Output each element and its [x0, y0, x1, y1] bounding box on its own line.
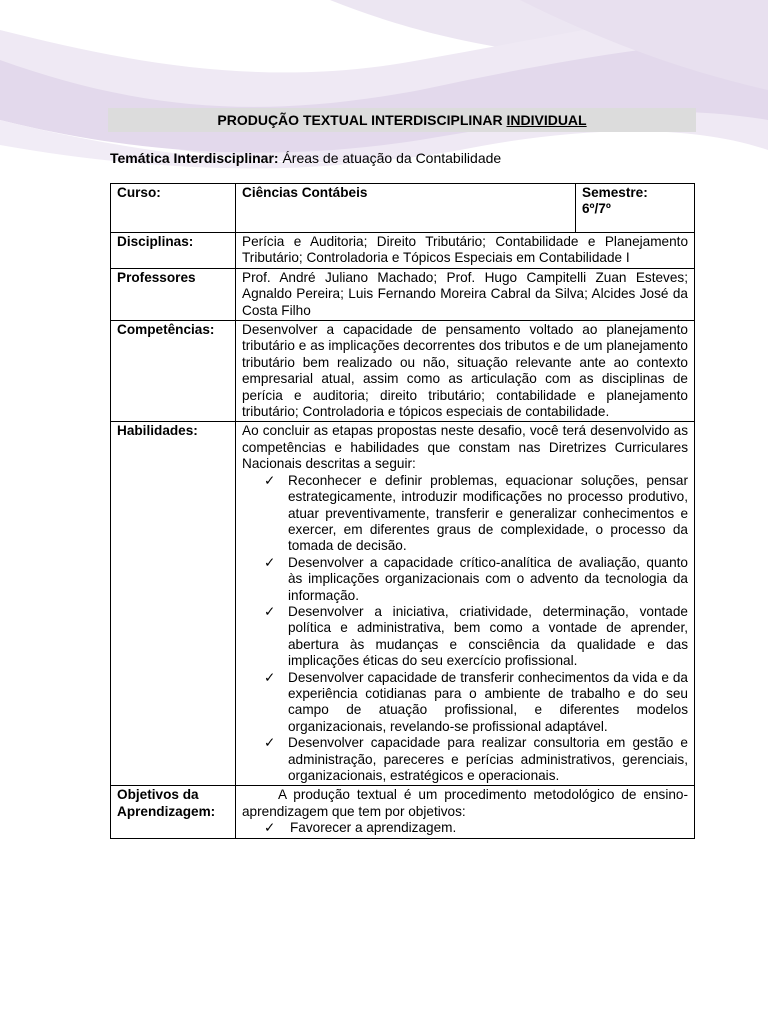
- habilidades-list: [242, 473, 688, 785]
- checkmark-icon: ✓: [264, 820, 276, 836]
- objetivos-row: [111, 786, 695, 838]
- habilidades-row: [111, 422, 695, 786]
- disciplinas-label: Disciplinas:: [111, 233, 236, 269]
- professores-label: Professores: [111, 268, 236, 320]
- competencias-row: [111, 321, 695, 422]
- professores-row: [111, 268, 695, 320]
- habilidades-label: Habilidades:: [111, 422, 236, 786]
- list-item-text: Desenvolver capacidade para realizar consultoria em gestão e administração, pareceres e perícias administrativos, gerenciais, organizacionais, estratégicos e operacionais.: [288, 735, 688, 783]
- tematica-line: [110, 150, 501, 166]
- info-table: [110, 183, 695, 839]
- list-item-text: Desenvolver capacidade de transferir conhecimentos da vida e da experiência cotidianas para o ambiente de trabalho e do seu campo de atuação profissional, e diferentes modelos organizacionais, revelando-se profissional adaptável.: [288, 669, 688, 734]
- curso-row: [111, 184, 695, 233]
- habilidades-intro: Ao concluir as etapas propostas neste desafio, você terá desenvolvido as competências e habilidades que constam nas Diretrizes Curriculares Nacionais descritas a seguir:: [242, 423, 688, 472]
- objetivos-label-line2: Aprendizagem:: [117, 803, 216, 819]
- curso-label: Curso:: [111, 184, 236, 233]
- objetivos-label: [111, 786, 236, 838]
- objetivos-cell: [236, 786, 695, 838]
- list-item-text: Favorecer a aprendizagem.: [290, 820, 457, 836]
- curso-value: Ciências Contábeis: [236, 184, 576, 233]
- disciplinas-value: Perícia e Auditoria; Direito Tributário; Contabilidade e Planejamento Tributário; Controladoria e Tópicos Especiais em Contabilidade I: [236, 233, 695, 269]
- checkmark-icon: ✓: [264, 735, 276, 751]
- title-underlined: INDIVIDUAL: [506, 112, 587, 128]
- list-item: [264, 604, 688, 670]
- checkmark-icon: ✓: [264, 669, 276, 685]
- tematica-label: Temática Interdisciplinar:: [110, 150, 279, 166]
- objetivos-label-line1: Objetivos da: [117, 787, 199, 803]
- tematica-value: Áreas de atuação da Contabilidade: [282, 150, 502, 166]
- list-item-text: Reconhecer e definir problemas, equacionar soluções, pensar estrategicamente, introduzir modificações no processo produtivo, atuar preventivamente, transferir e generalizar conhecimentos e exercer, em diferentes graus de complexidade, o processo da tomada de decisão.: [288, 472, 688, 554]
- objetivos-intro: A produção textual é um procedimento metodológico de ensino-aprendizagem que tem por objetivos:: [242, 787, 688, 819]
- list-item: [264, 670, 688, 736]
- checkmark-icon: ✓: [264, 554, 276, 570]
- competencias-label: Competências:: [111, 321, 236, 422]
- list-item: [264, 820, 688, 836]
- disciplinas-row: [111, 233, 695, 269]
- document-title: [108, 108, 696, 132]
- semestre-label: Semestre:: [582, 185, 648, 200]
- checkmark-icon: ✓: [264, 603, 276, 619]
- list-item: [264, 735, 688, 784]
- professores-value: Prof. André Juliano Machado; Prof. Hugo Campitelli Zuan Esteves; Agnaldo Pereira; Luis Fernando Moreira Cabral da Silva; Alcides José da Costa Filho: [236, 268, 695, 320]
- list-item: [264, 473, 688, 555]
- title-prefix: PRODUÇÃO TEXTUAL INTERDISCIPLINAR: [217, 112, 503, 128]
- semestre-cell: [576, 184, 695, 233]
- list-item: [264, 555, 688, 604]
- objetivos-list: [242, 820, 688, 836]
- checkmark-icon: ✓: [264, 472, 276, 488]
- competencias-value: Desenvolver a capacidade de pensamento voltado ao planejamento tributário e as implicações decorrentes dos tributos e de um planejamento tributário bem realizado ou não, situação relevante ante ao contexto empresarial atual, assim como as articulação com as disciplinas de perícia e auditoria; direito tributário; contabilidade e planejamento tributário; Controladoria e tópicos especiais de contabilidade.: [236, 321, 695, 422]
- list-item-text: Desenvolver a iniciativa, criatividade, determinação, vontade política e administrativa, bem como a vontade de aprender, abertura às mudanças e consciência da qualidade e das implicações éticas do seu exercício profissional.: [288, 603, 688, 669]
- list-item-text: Desenvolver a capacidade crítico-analítica de avaliação, quanto às implicações organizacionais com o advento da tecnologia da informação.: [288, 554, 688, 603]
- habilidades-cell: [236, 422, 695, 786]
- semestre-value: 6º/7º: [582, 201, 611, 217]
